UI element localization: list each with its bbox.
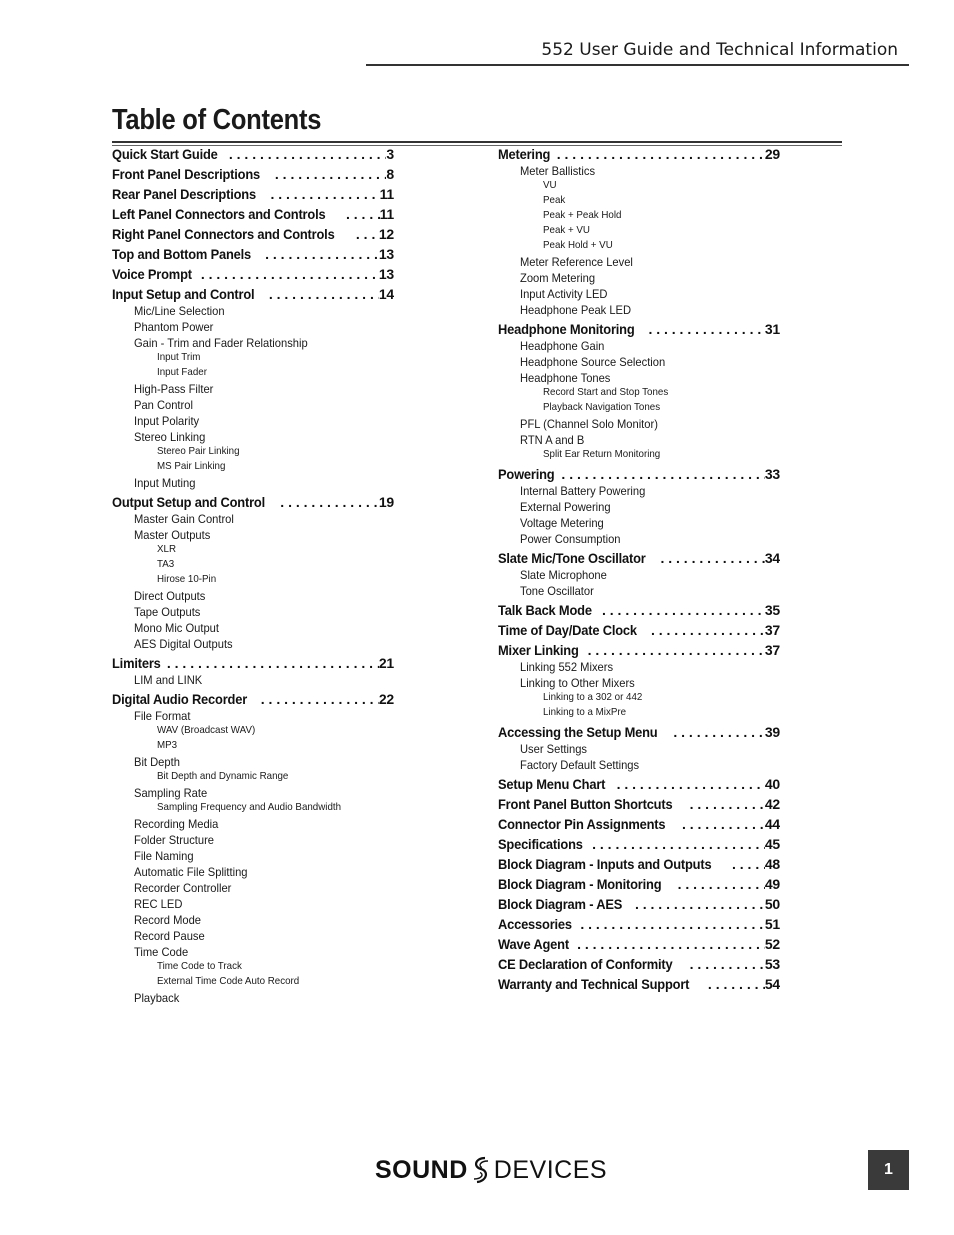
toc-entry[interactable] bbox=[112, 206, 394, 222]
toc-entry-title: Left Panel Connectors and Controls bbox=[112, 206, 326, 222]
toc-entry[interactable] bbox=[498, 796, 780, 812]
toc-subsubentry[interactable]: Hirose 10-Pin bbox=[157, 573, 217, 585]
toc-subentry[interactable]: Folder Structure bbox=[134, 833, 215, 847]
toc-subentry[interactable]: Direct Outputs bbox=[134, 589, 206, 603]
toc-entry-page: 39 bbox=[764, 724, 780, 740]
toc-entry-page: 48 bbox=[764, 856, 780, 872]
toc-entry[interactable] bbox=[112, 146, 394, 162]
toc-entry-page: 54 bbox=[764, 976, 780, 992]
toc-subentry[interactable]: AES Digital Outputs bbox=[134, 637, 233, 651]
toc-entry-page: 31 bbox=[764, 321, 780, 337]
toc-subentry[interactable]: File Naming bbox=[134, 849, 194, 863]
dot-leader bbox=[555, 146, 765, 162]
toc-subsubentry[interactable]: Input Fader bbox=[157, 366, 207, 378]
toc-entry-title: Talk Back Mode bbox=[498, 602, 592, 618]
toc-entry-page: 12 bbox=[378, 226, 394, 242]
toc-entry-title: Input Setup and Control bbox=[112, 286, 255, 302]
toc-subsubentry[interactable]: TA3 bbox=[157, 558, 175, 570]
toc-subentry[interactable]: External Powering bbox=[520, 500, 611, 514]
toc-subentry[interactable]: Internal Battery Powering bbox=[520, 484, 646, 498]
toc-subentry[interactable]: Phantom Power bbox=[134, 320, 214, 334]
toc-subentry[interactable]: Meter Reference Level bbox=[520, 255, 633, 269]
toc-subsubentry[interactable]: Record Start and Stop Tones bbox=[543, 386, 669, 398]
toc-subentry[interactable]: User Settings bbox=[520, 742, 587, 756]
dot-leader bbox=[165, 655, 379, 671]
header-rule bbox=[366, 64, 909, 66]
dot-leader bbox=[354, 226, 379, 242]
toc-entry-title: Quick Start Guide bbox=[112, 146, 218, 162]
toc-subsubentry[interactable]: External Time Code Auto Record bbox=[157, 975, 300, 987]
toc-subsubentry[interactable]: Bit Depth and Dynamic Range bbox=[157, 770, 289, 782]
toc-entry[interactable] bbox=[498, 896, 780, 912]
toc-subsubentry[interactable]: Peak + Peak Hold bbox=[543, 209, 622, 221]
toc-entry-title: Time of Day/Date Clock bbox=[498, 622, 637, 638]
toc-entry-title: Block Diagram - AES bbox=[498, 896, 623, 912]
toc-entry-title: Block Diagram - Monitoring bbox=[498, 876, 662, 892]
toc-subentry[interactable]: Input Polarity bbox=[134, 414, 200, 428]
toc-subentry[interactable]: Master Outputs bbox=[134, 528, 211, 542]
dot-leader bbox=[559, 466, 764, 482]
toc-entry-title: Right Panel Connectors and Controls bbox=[112, 226, 335, 242]
toc-subentry[interactable]: Mic/Line Selection bbox=[134, 304, 225, 318]
toc-entry-title: Wave Agent bbox=[498, 936, 569, 952]
toc-subentry[interactable]: Time Code bbox=[134, 945, 189, 959]
toc-entry-page: 8 bbox=[386, 166, 394, 182]
toc-subentry[interactable]: LIM and LINK bbox=[134, 673, 203, 687]
dot-leader bbox=[259, 691, 379, 707]
toc-entry-title: Mixer Linking bbox=[498, 642, 579, 658]
toc-entry[interactable] bbox=[112, 691, 394, 707]
toc-entry[interactable] bbox=[112, 246, 394, 262]
toc-subentry[interactable]: Tone Oscillator bbox=[520, 584, 594, 598]
dot-leader bbox=[676, 876, 765, 892]
toc-entry[interactable] bbox=[112, 186, 394, 202]
toc-subsubentry[interactable]: VU bbox=[543, 179, 557, 191]
dot-leader bbox=[730, 856, 765, 872]
dot-leader bbox=[278, 494, 379, 510]
dot-leader bbox=[268, 186, 379, 202]
toc-subentry[interactable]: Bit Depth bbox=[134, 755, 180, 769]
toc-entry-page: 29 bbox=[764, 146, 780, 162]
toc-subsubentry[interactable]: Linking to a MixPre bbox=[543, 706, 627, 718]
toc-entry-title: Voice Prompt bbox=[112, 266, 192, 282]
toc-subsubentry[interactable]: Peak + VU bbox=[543, 224, 590, 236]
toc-subentry[interactable]: Mono Mic Output bbox=[134, 621, 219, 635]
toc-entry[interactable] bbox=[112, 226, 394, 242]
toc-entry[interactable] bbox=[112, 166, 394, 182]
toc-entry[interactable] bbox=[498, 622, 780, 638]
toc-subentry[interactable]: Record Mode bbox=[134, 913, 202, 927]
toc-entry[interactable] bbox=[498, 146, 780, 162]
toc-entry[interactable] bbox=[498, 776, 780, 792]
toc-subentry[interactable]: Headphone Tones bbox=[520, 371, 611, 385]
dot-leader bbox=[600, 602, 765, 618]
toc-entry-title: Accessories bbox=[498, 916, 572, 932]
toc-entry-page: 33 bbox=[764, 466, 780, 482]
toc-entry-page: 49 bbox=[764, 876, 780, 892]
toc-entry-page: 3 bbox=[386, 146, 394, 162]
toc-entry[interactable] bbox=[498, 976, 780, 992]
toc-subentry[interactable]: Gain - Trim and Fader Relationship bbox=[134, 336, 308, 350]
dot-leader bbox=[633, 896, 765, 912]
toc-subentry[interactable]: Zoom Metering bbox=[520, 271, 596, 285]
toc-entry[interactable] bbox=[498, 856, 780, 872]
toc-subsubentry[interactable]: WAV (Broadcast WAV) bbox=[157, 724, 256, 736]
toc-entry-page: 52 bbox=[764, 936, 780, 952]
dot-leader bbox=[649, 622, 765, 638]
toc-subsubentry[interactable]: Sampling Frequency and Audio Bandwidth bbox=[157, 801, 342, 813]
toc-subsubentry[interactable]: Time Code to Track bbox=[157, 960, 242, 972]
page-number: 1 bbox=[868, 1150, 909, 1190]
dot-leader bbox=[586, 642, 765, 658]
logo-word-devices: DEVICES bbox=[493, 1155, 608, 1184]
toc-entry[interactable] bbox=[498, 602, 780, 618]
toc-subentry[interactable]: Input Muting bbox=[134, 476, 196, 490]
toc-entry-title: Setup Menu Chart bbox=[498, 776, 606, 792]
toc-entry-page: 21 bbox=[378, 655, 394, 671]
toc-subentry[interactable]: Sampling Rate bbox=[134, 786, 208, 800]
dot-leader bbox=[680, 816, 765, 832]
logo-swirl-icon bbox=[469, 1155, 493, 1185]
toc-entry[interactable] bbox=[498, 936, 780, 952]
toc-entry-title: Slate Mic/Tone Oscillator bbox=[498, 550, 646, 566]
dot-leader bbox=[706, 976, 765, 992]
toc-entry-page: 50 bbox=[764, 896, 780, 912]
dot-leader bbox=[590, 836, 765, 852]
toc-subsubentry[interactable]: MP3 bbox=[157, 739, 178, 751]
toc-subentry[interactable]: RTN A and B bbox=[520, 433, 585, 447]
toc-entry-title: Top and Bottom Panels bbox=[112, 246, 252, 262]
toc-entry[interactable] bbox=[112, 266, 394, 282]
toc-subentry[interactable]: Meter Ballistics bbox=[520, 164, 596, 178]
toc-subentry[interactable]: Power Consumption bbox=[520, 532, 621, 546]
toc-entry-page: 37 bbox=[764, 622, 780, 638]
dot-leader bbox=[267, 286, 379, 302]
toc-entry[interactable] bbox=[498, 642, 780, 658]
toc-entry-page: 11 bbox=[379, 206, 394, 222]
toc-entry[interactable] bbox=[498, 836, 780, 852]
toc-entry-page: 42 bbox=[764, 796, 780, 812]
dot-leader bbox=[688, 956, 765, 972]
toc-entry-page: 14 bbox=[378, 286, 394, 302]
dot-leader bbox=[273, 166, 387, 182]
toc-entry-title: Front Panel Descriptions bbox=[112, 166, 261, 182]
toc-subentry[interactable]: PFL (Channel Solo Monitor) bbox=[520, 417, 658, 431]
toc-subsubentry[interactable]: Input Trim bbox=[157, 351, 201, 363]
dot-leader bbox=[263, 246, 379, 262]
title-rule bbox=[112, 141, 842, 143]
toc-subentry[interactable]: Slate Microphone bbox=[520, 568, 607, 582]
toc-subsubentry[interactable]: Peak bbox=[543, 194, 566, 206]
toc-entry-title: Front Panel Button Shortcuts bbox=[498, 796, 673, 812]
toc-subsubentry[interactable]: Split Ear Return Monitoring bbox=[543, 448, 661, 460]
toc-entry[interactable] bbox=[498, 956, 780, 972]
toc-subentry[interactable]: Recording Media bbox=[134, 817, 219, 831]
toc-entry-title: Connector Pin Assignments bbox=[498, 816, 666, 832]
toc-entry[interactable] bbox=[498, 550, 780, 566]
toc-entry-title: Limiters bbox=[112, 655, 161, 671]
toc-entry-title: Block Diagram - Inputs and Outputs bbox=[498, 856, 712, 872]
toc-entry-page: 53 bbox=[764, 956, 780, 972]
toc-subentry[interactable]: Linking 552 Mixers bbox=[520, 660, 614, 674]
toc-subentry[interactable]: Recorder Controller bbox=[134, 881, 232, 895]
running-header-title: 552 User Guide and Technical Information bbox=[541, 40, 898, 60]
toc-entry-page: 37 bbox=[764, 642, 780, 658]
toc-entry[interactable] bbox=[498, 916, 780, 932]
toc-subentry[interactable]: Stereo Linking bbox=[134, 430, 206, 444]
toc-entry-page: 22 bbox=[378, 691, 394, 707]
toc-entry-page: 35 bbox=[764, 602, 780, 618]
toc-entry-title: CE Declaration of Conformity bbox=[498, 956, 673, 972]
toc-subentry[interactable]: Pan Control bbox=[134, 398, 193, 412]
toc-subentry[interactable]: Tape Outputs bbox=[134, 605, 201, 619]
toc-entry-page: 19 bbox=[378, 494, 394, 510]
toc-entry[interactable] bbox=[498, 876, 780, 892]
toc-subentry[interactable]: High-Pass Filter bbox=[134, 382, 214, 396]
page-title: Table of Contents bbox=[112, 104, 322, 136]
toc-entry-title: Digital Audio Recorder bbox=[112, 691, 248, 707]
toc-entry-page: 44 bbox=[764, 816, 780, 832]
toc-entry-page: 13 bbox=[378, 266, 394, 282]
dot-leader bbox=[575, 936, 765, 952]
toc-entry[interactable] bbox=[498, 321, 780, 337]
toc-subsubentry[interactable]: Playback Navigation Tones bbox=[543, 401, 661, 413]
toc-subentry[interactable]: Linking to Other Mixers bbox=[520, 676, 635, 690]
dot-leader bbox=[615, 776, 765, 792]
dot-leader bbox=[344, 206, 380, 222]
toc-subentry[interactable]: REC LED bbox=[134, 897, 183, 911]
toc-subentry[interactable]: Record Pause bbox=[134, 929, 205, 943]
toc-entry-title: Warranty and Technical Support bbox=[498, 976, 690, 992]
toc-subentry[interactable]: File Format bbox=[134, 709, 191, 723]
toc-entry-title: Specifications bbox=[498, 836, 583, 852]
toc-entry[interactable] bbox=[112, 655, 394, 671]
toc-entry-page: 11 bbox=[379, 186, 394, 202]
toc-subentry[interactable]: Voltage Metering bbox=[520, 516, 604, 530]
logo-word-sound: SOUND bbox=[375, 1155, 468, 1184]
toc-entry-title: Rear Panel Descriptions bbox=[112, 186, 256, 202]
toc-entry[interactable] bbox=[112, 286, 394, 302]
dot-leader bbox=[199, 266, 379, 282]
toc-entry-page: 34 bbox=[764, 550, 780, 566]
toc-subentry[interactable]: Headphone Gain bbox=[520, 339, 605, 353]
toc-subentry[interactable]: Playback bbox=[134, 991, 180, 1005]
toc-entry-title: Powering bbox=[498, 466, 555, 482]
toc-entry-title: Headphone Monitoring bbox=[498, 321, 635, 337]
dot-leader bbox=[578, 916, 765, 932]
sound-devices-logo bbox=[375, 1155, 607, 1185]
toc-subentry[interactable]: Headphone Peak LED bbox=[520, 303, 632, 317]
toc-subsubentry[interactable]: Linking to a 302 or 442 bbox=[543, 691, 643, 703]
toc-subentry[interactable]: Factory Default Settings bbox=[520, 758, 640, 772]
toc-subsubentry[interactable]: Peak Hold + VU bbox=[543, 239, 613, 251]
toc-entry[interactable] bbox=[498, 466, 780, 482]
toc-entry-page: 45 bbox=[764, 836, 780, 852]
toc-entry-page: 40 bbox=[764, 776, 780, 792]
toc-subentry[interactable]: Master Gain Control bbox=[134, 512, 234, 526]
toc-subentry[interactable]: Headphone Source Selection bbox=[520, 355, 666, 369]
dot-leader bbox=[688, 796, 765, 812]
toc-subsubentry[interactable]: Stereo Pair Linking bbox=[157, 445, 240, 457]
dot-leader bbox=[646, 321, 764, 337]
toc-entry[interactable] bbox=[498, 816, 780, 832]
toc-entry[interactable] bbox=[498, 724, 780, 740]
toc-entry-page: 51 bbox=[764, 916, 780, 932]
dot-leader bbox=[658, 550, 764, 566]
toc-entry-title: Metering bbox=[498, 146, 551, 162]
toc-entry-title: Output Setup and Control bbox=[112, 494, 265, 510]
toc-entry-title: Accessing the Setup Menu bbox=[498, 724, 658, 740]
toc-entry-page: 13 bbox=[378, 246, 394, 262]
toc-subsubentry[interactable]: MS Pair Linking bbox=[157, 460, 226, 472]
dot-leader bbox=[671, 724, 764, 740]
toc-entry[interactable] bbox=[112, 494, 394, 510]
toc-subentry[interactable]: Automatic File Splitting bbox=[134, 865, 248, 879]
toc-subentry[interactable]: Input Activity LED bbox=[520, 287, 608, 301]
toc-subsubentry[interactable]: XLR bbox=[157, 543, 177, 555]
dot-leader bbox=[227, 146, 387, 162]
